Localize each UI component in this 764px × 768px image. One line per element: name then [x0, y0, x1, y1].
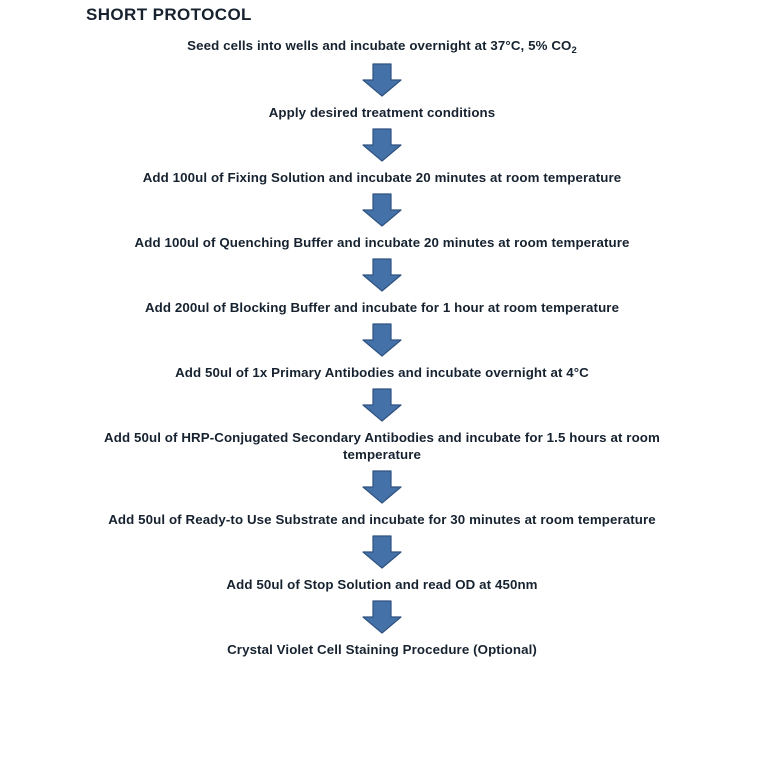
down-arrow-icon: [360, 258, 404, 292]
down-arrow-icon: [360, 128, 404, 162]
down-arrow-icon: [360, 535, 404, 569]
step-secondary-antibodies: Add 50ul of HRP-Conjugated Secondary Antibodies and incubate for 1.5 hours at room temperature: [104, 430, 660, 462]
down-arrow-icon: [360, 193, 404, 227]
flow-container: [20, 26, 744, 658]
step-crystal-violet: Crystal Violet Cell Staining Procedure (Optional): [227, 642, 537, 657]
step-text: Seed cells into wells and incubate overnight at 37°C, 5% CO: [187, 38, 572, 53]
down-arrow-icon: [360, 63, 404, 97]
step-primary-antibodies: Add 50ul of 1x Primary Antibodies and incubate overnight at 4°C: [175, 365, 589, 380]
down-arrow-icon: [360, 470, 404, 504]
down-arrow-icon: [360, 600, 404, 634]
page-title: SHORT PROTOCOL: [86, 5, 252, 24]
protocol-flowchart: [0, 4, 764, 768]
step-subscript: 2: [571, 45, 577, 56]
step-blocking-buffer: Add 200ul of Blocking Buffer and incubate for 1 hour at room temperature: [144, 300, 620, 315]
step-quenching-buffer: Add 100ul of Quenching Buffer and incubate 20 minutes at room temperature: [134, 235, 630, 250]
step-apply-treatment: Apply desired treatment conditions: [268, 105, 496, 120]
down-arrow-icon: [360, 323, 404, 357]
step-seed-cells: [52, 37, 712, 56]
down-arrow-icon: [360, 388, 404, 422]
step-fixing-solution: Add 100ul of Fixing Solution and incubate 20 minutes at room temperature: [142, 170, 622, 185]
step-stop-solution: Add 50ul of Stop Solution and read OD at 450nm: [226, 577, 538, 592]
step-substrate: Add 50ul of Ready-to Use Substrate and incubate for 30 minutes at room temperature: [108, 512, 656, 527]
